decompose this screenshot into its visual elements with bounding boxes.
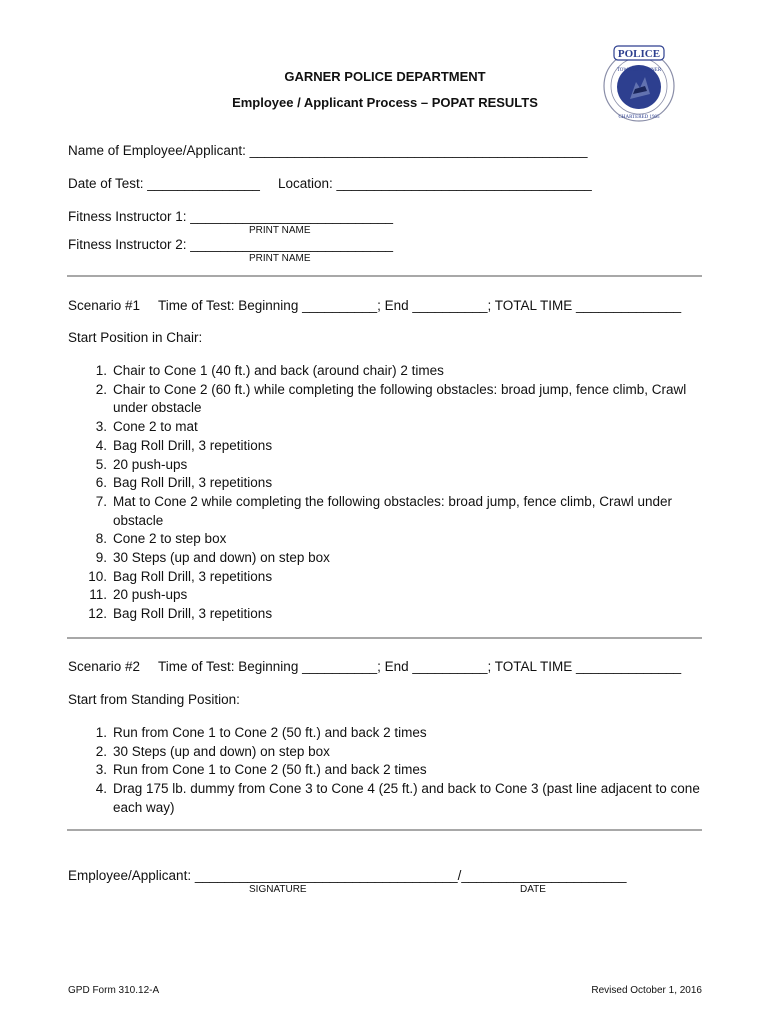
signature-label: SIGNATURE: [249, 884, 307, 895]
list-item: 1. Chair to Cone 1 (40 ft.) and back (around chair) 2 times: [61, 362, 711, 381]
list-item: 10. Bag Roll Drill, 3 repetitions: [61, 568, 711, 587]
form-number: GPD Form 310.12-A: [68, 985, 160, 996]
list-item-text: Run from Cone 1 to Cone 2 (50 ft.) and back 2 times: [113, 762, 427, 778]
list-item-text: Mat to Cone 2 while completing the following obstacles: broad jump, fence climb, Crawl under obstacle: [113, 493, 673, 528]
list-item-text: Drag 175 lb. dummy from Cone 3 to Cone 4 (25 ft.) and back to Cone 3 (past line adjacent to cone each way): [113, 781, 700, 815]
divider-2: [67, 637, 702, 639]
list-item: 7. Mat to Cone 2 while completing the following obstacles: broad jump, fence climb, Crawl under obstacle: [61, 493, 711, 530]
list-item-text: Run from Cone 1 to Cone 2 (50 ft.) and back 2 times: [113, 725, 427, 740]
list-item: 4. Drag 175 lb. dummy from Cone 3 to Cone 4 (25 ft.) and back to Cone 3 (past line adjacent to cone each way): [61, 780, 711, 817]
department-title: GARNER POLICE DEPARTMENT: [284, 69, 486, 84]
scenario-1-list: [61, 362, 711, 624]
location-field[interactable]: Location: __________________________________: [278, 176, 592, 191]
scenario-2-list: [61, 724, 711, 818]
revised-date: Revised October 1, 2016: [591, 985, 702, 996]
list-item: 12. Bag Roll Drill, 3 repetitions: [61, 605, 711, 624]
list-item: 5. 20 push-ups: [61, 456, 711, 475]
list-item: 2. Chair to Cone 2 (60 ft.) while completing the following obstacles: broad jump, fence climb, Crawl under obstacle: [61, 381, 711, 418]
print-name-label-1: PRINT NAME: [249, 225, 311, 236]
signature-line[interactable]: Employee/Applicant: ___________________________________/______________________: [68, 868, 627, 883]
form-subtitle: Employee / Applicant Process – POPAT RESULTS: [232, 95, 538, 110]
list-item: 2. 30 Steps (up and down) on step box: [61, 743, 711, 762]
list-item: 8. Cone 2 to step box: [61, 530, 711, 549]
list-item-text: 30 Steps (up and down) on step box: [113, 550, 330, 566]
divider-3: [67, 829, 702, 831]
list-item: 3. Run from Cone 1 to Cone 2 (50 ft.) and back 2 times: [61, 761, 711, 780]
scenario-1-label: Scenario #1: [68, 298, 141, 313]
list-item-text: 30 Steps (up and down) on step box: [113, 743, 330, 759]
fitness-instructor-2-field[interactable]: Fitness Instructor 2: ___________________________: [68, 237, 394, 252]
list-item-text: 20 push-ups: [113, 587, 188, 603]
list-item-text: Chair to Cone 2 (60 ft.) while completing the following obstacles: broad jump, fence climb, Crawl under obstacle: [113, 381, 687, 416]
seal-top-text: POLICE: [617, 48, 661, 60]
police-seal-logo: [600, 44, 678, 124]
list-item-text: Bag Roll Drill, 3 repetitions: [113, 475, 273, 491]
date-label: DATE: [520, 884, 546, 895]
scenario-2-label: Scenario #2: [68, 659, 141, 674]
list-item: 1. Run from Cone 1 to Cone 2 (50 ft.) and back 2 times: [61, 724, 711, 743]
list-item: 3. Cone 2 to mat: [61, 418, 711, 437]
scenario-2-time-field[interactable]: Time of Test: Beginning __________; End __________; TOTAL TIME ______________: [158, 659, 682, 674]
list-item-text: 20 push-ups: [113, 456, 188, 472]
list-item: 6. Bag Roll Drill, 3 repetitions: [61, 474, 711, 493]
list-item: 9. 30 Steps (up and down) on step box: [61, 549, 711, 568]
scenario-1-start-position: Start Position in Chair:: [68, 330, 203, 345]
list-item-text: Cone 2 to mat: [113, 419, 198, 435]
date-of-test-field[interactable]: Date of Test: _______________: [68, 176, 260, 191]
list-item-text: Bag Roll Drill, 3 repetitions: [113, 568, 273, 584]
list-item-text: Cone 2 to step box: [113, 531, 227, 547]
print-name-label-2: PRINT NAME: [249, 253, 311, 264]
list-item-text: Chair to Cone 1 (40 ft.) and back (around chair) 2 times: [113, 363, 444, 378]
list-item: 11. 20 push-ups: [61, 586, 711, 605]
list-item: 4. Bag Roll Drill, 3 repetitions: [61, 437, 711, 456]
divider-1: [67, 275, 702, 277]
scenario-2-start-position: Start from Standing Position:: [68, 692, 240, 707]
scenario-1-time-field[interactable]: Time of Test: Beginning __________; End __________; TOTAL TIME ______________: [158, 298, 682, 313]
seal-bottom-text: CHARTERED 1905: [618, 115, 660, 120]
seal-ring-text: TOWN OF GARNER: [616, 68, 662, 73]
name-field[interactable]: Name of Employee/Applicant: _____________________________________________: [68, 143, 588, 158]
fitness-instructor-1-field[interactable]: Fitness Instructor 1: ___________________________: [68, 209, 394, 224]
list-item-text: Bag Roll Drill, 3 repetitions: [113, 437, 273, 453]
list-item-text: Bag Roll Drill, 3 repetitions: [113, 606, 273, 622]
